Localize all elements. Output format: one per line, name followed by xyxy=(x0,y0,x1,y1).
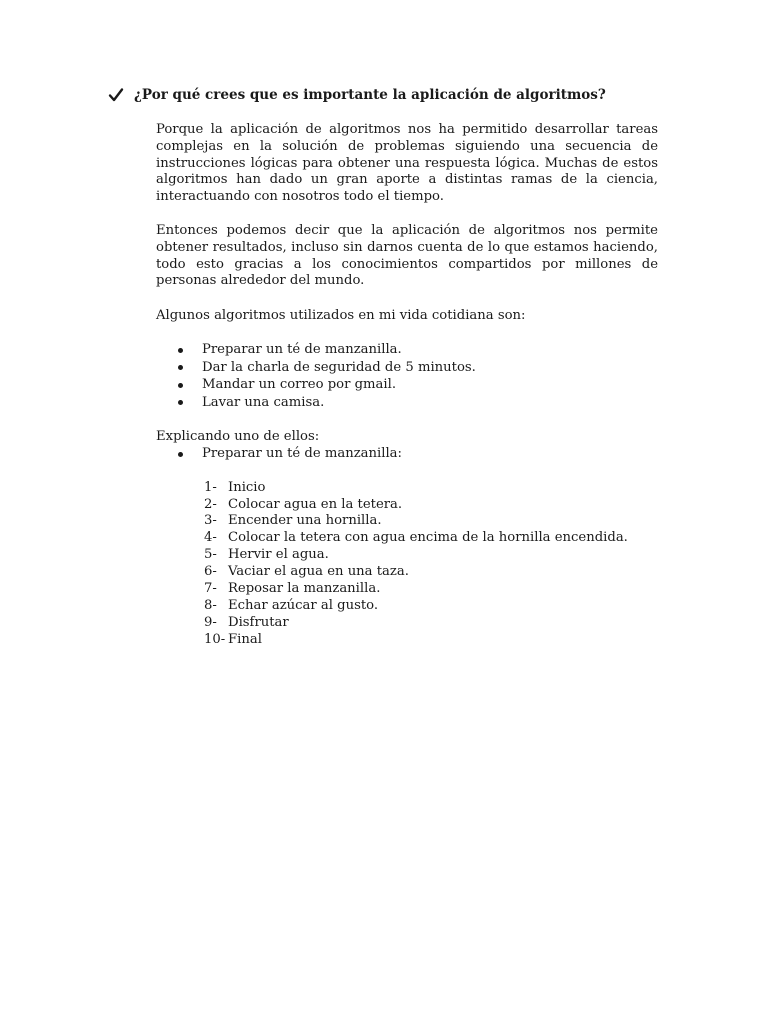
step-text: Reposar la manzanilla. xyxy=(228,581,381,597)
question-heading xyxy=(108,86,668,104)
algorithms-intro: Algunos algoritmos utilizados en mi vida cotidiana son: xyxy=(156,308,526,324)
step-text: Colocar la tetera con agua encima de la hornilla encendida. xyxy=(228,530,628,546)
step-item xyxy=(156,632,658,649)
list-item xyxy=(156,359,658,377)
spacer xyxy=(156,206,658,223)
algorithms-list xyxy=(156,341,658,411)
list-item-text: Preparar un té de manzanilla: xyxy=(202,446,402,462)
paragraph-2: Entonces podemos decir que la aplicación de algoritmos nos permite obtener resultados, incluso sin darnos cuenta de lo que estamos haciendo, todo esto gracias a los conocimientos compartidos por millones de personas alrededor del mundo. xyxy=(156,222,658,289)
step-text: Final xyxy=(228,631,262,647)
list-item xyxy=(156,376,658,394)
step-number: 4- xyxy=(204,530,217,546)
question-text: ¿Por qué crees que es importante la aplicación de algoritmos? xyxy=(134,87,606,103)
step-number: 1- xyxy=(204,479,217,495)
explain-list xyxy=(156,445,658,463)
step-text: Echar azúcar al gusto. xyxy=(228,598,379,614)
step-item xyxy=(156,530,658,547)
step-text: Encender una hornilla. xyxy=(228,513,382,529)
checkmark-icon xyxy=(108,87,124,103)
paragraph-1: Porque la aplicación de algoritmos nos ha permitido desarrollar tareas complejas en la solución de problemas siguiendo una secuencia de instrucciones lógicas para obtener una respuesta lógica. Muchas de estos algoritmos han dado un gran aporte a distintas ramas de la ciencia, interactuando con nosotros todo el tiempo. xyxy=(156,122,658,205)
step-number: 10- xyxy=(204,631,226,647)
step-item xyxy=(156,497,658,514)
step-item xyxy=(156,513,658,530)
spacer xyxy=(156,324,658,341)
bullet-icon xyxy=(178,400,183,405)
step-item xyxy=(156,598,658,615)
list-item xyxy=(156,445,658,463)
list-item-text: Lavar una camisa. xyxy=(202,394,325,410)
steps-list xyxy=(156,480,658,649)
explain-intro: Explicando uno de ellos: xyxy=(156,429,320,445)
step-item xyxy=(156,615,658,632)
step-number: 6- xyxy=(204,564,217,580)
step-number: 5- xyxy=(204,547,217,563)
step-item xyxy=(156,480,658,497)
list-item-text: Dar la charla de seguridad de 5 minutos. xyxy=(202,359,476,375)
spacer xyxy=(156,463,658,480)
step-item xyxy=(156,581,658,598)
step-number: 9- xyxy=(204,614,217,630)
step-item xyxy=(156,564,658,581)
step-text: Hervir el agua. xyxy=(228,547,329,563)
bullet-icon xyxy=(178,348,183,353)
step-text: Vaciar el agua en una taza. xyxy=(228,564,409,580)
step-number: 2- xyxy=(204,496,217,512)
step-number: 8- xyxy=(204,598,217,614)
step-text: Disfrutar xyxy=(228,614,289,630)
bullet-icon xyxy=(178,452,183,457)
list-item-text: Mandar un correo por gmail. xyxy=(202,377,397,393)
step-text: Inicio xyxy=(228,479,266,495)
step-item xyxy=(156,547,658,564)
step-text: Colocar agua en la tetera. xyxy=(228,496,403,512)
bullet-icon xyxy=(178,365,183,370)
answer-body xyxy=(156,122,658,649)
bullet-icon xyxy=(178,383,183,388)
step-number: 3- xyxy=(204,513,217,529)
spacer xyxy=(156,411,658,428)
step-number: 7- xyxy=(204,581,217,597)
list-item xyxy=(156,394,658,412)
spacer xyxy=(156,290,658,307)
list-item xyxy=(156,341,658,359)
list-item-text: Preparar un té de manzanilla. xyxy=(202,342,402,358)
